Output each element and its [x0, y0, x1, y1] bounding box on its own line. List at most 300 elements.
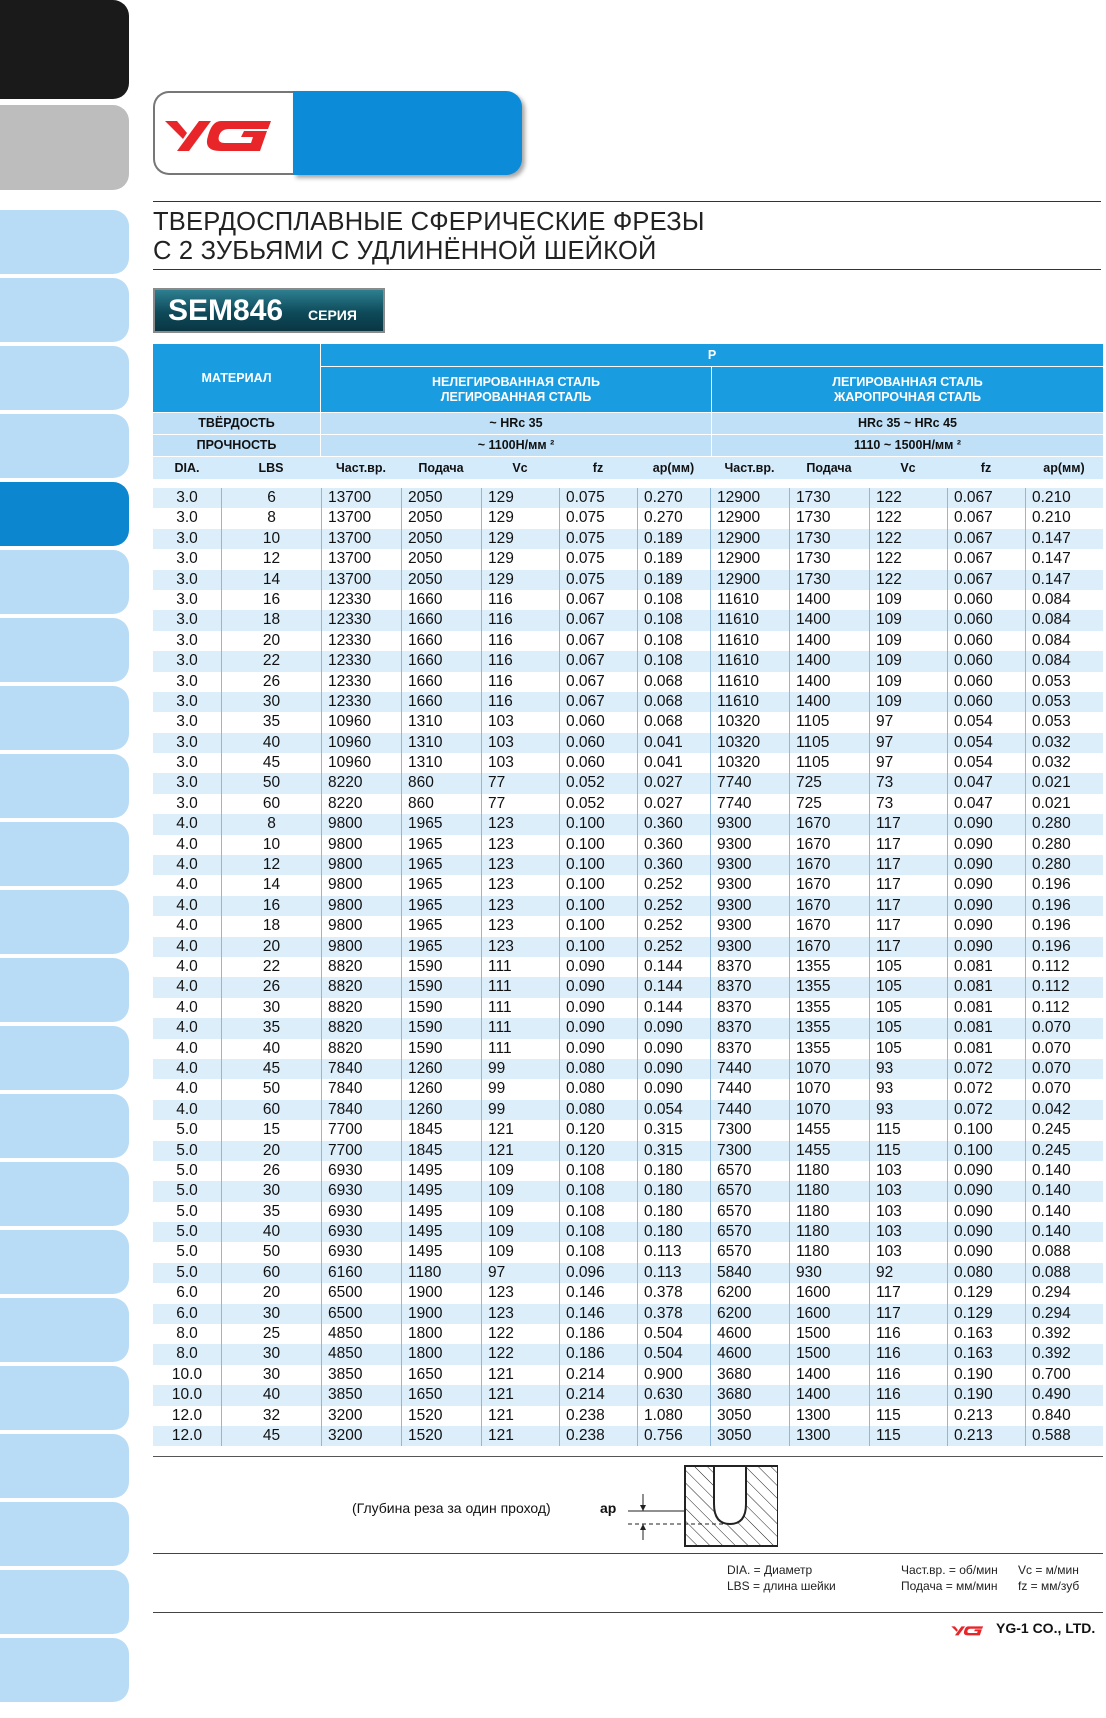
cell-fz-left: 0.075: [559, 549, 637, 569]
cell-fz-left: 0.090: [559, 1039, 637, 1059]
side-tab-10[interactable]: [0, 686, 129, 750]
side-tab-6[interactable]: [0, 414, 129, 478]
cell-ap-left: 0.144: [637, 977, 710, 997]
cell-fz-left: 0.100: [559, 855, 637, 875]
column-header-ap-left: ap(мм): [637, 457, 710, 479]
cell-vc-right: 97: [869, 733, 947, 753]
cell-dia: 3.0: [176, 489, 198, 506]
steel-right-line-2: ЖАРОПРОЧНАЯ СТАЛЬ: [834, 389, 981, 404]
cell-vc-right: 115: [869, 1120, 947, 1140]
cell-dia: 3.0: [176, 774, 198, 792]
company-name: YG-1 CO., LTD.: [996, 1620, 1096, 1636]
column-header-ap-right: ap(мм): [1025, 457, 1103, 479]
cell-rpm-left: 7840: [321, 1079, 401, 1099]
cell-feed-right: 1300: [789, 1426, 869, 1446]
cell-vc-right: 116: [869, 1344, 947, 1364]
cell-lbs: 40: [221, 1385, 321, 1405]
cell-rpm-right: 3050: [710, 1406, 789, 1426]
cell-fz-left: 0.080: [559, 1079, 637, 1099]
side-tab-20[interactable]: [0, 1366, 129, 1430]
column-header-rpm-left: Част.вр.: [321, 457, 401, 479]
cell-ap-left: 0.180: [637, 1181, 710, 1201]
side-tab-22[interactable]: [0, 1502, 129, 1566]
cell-fz-left: 0.067: [559, 590, 637, 610]
cell-rpm-right: 10320: [710, 712, 789, 732]
cell-feed-right: 725: [789, 773, 869, 793]
cell-fz-right: 0.067: [947, 549, 1025, 569]
side-tab-16[interactable]: [0, 1094, 129, 1158]
side-tab-14[interactable]: [0, 958, 129, 1022]
table-row: [153, 1059, 1103, 1079]
cell-dia: 12.0: [171, 1426, 203, 1444]
cell-vc-right: 122: [869, 508, 947, 528]
cell-fz-left: 0.052: [559, 773, 637, 793]
side-tab-5[interactable]: [0, 346, 129, 410]
cell-feed-left: 1660: [401, 631, 481, 651]
cell-ap-left: 0.068: [637, 712, 710, 732]
side-tab-8[interactable]: [0, 550, 129, 614]
cell-vc-right: 105: [869, 1039, 947, 1059]
page-title: [153, 208, 705, 266]
cell-vc-left: 123: [481, 916, 559, 936]
cell-feed-left: 1900: [401, 1283, 481, 1303]
cell-lbs: 30: [221, 1344, 321, 1364]
side-tab-3[interactable]: [0, 210, 129, 274]
side-tab-24[interactable]: [0, 1638, 129, 1702]
side-tab-9[interactable]: [0, 618, 129, 682]
cell-ap-left: 0.252: [637, 896, 710, 916]
cell-lbs: 18: [221, 916, 321, 936]
cell-ap-right: 0.112: [1025, 998, 1103, 1018]
cell-vc-left: 123: [481, 937, 559, 957]
cell-vc-left: 111: [481, 1039, 559, 1059]
cell-feed-left: 1495: [401, 1242, 481, 1262]
legend-col-3: [1018, 1562, 1079, 1594]
cell-ap-left: 0.068: [637, 692, 710, 712]
legend-rpm: Част.вр. = об/мин: [901, 1563, 998, 1577]
cell-rpm-right: 6570: [710, 1181, 789, 1201]
cell-vc-right: 117: [869, 875, 947, 895]
cell-ap-right: 0.392: [1025, 1324, 1103, 1344]
cell-fz-right: 0.080: [947, 1263, 1025, 1283]
cell-feed-left: 1590: [401, 977, 481, 997]
cell-vc-left: 109: [481, 1222, 559, 1242]
cell-vc-right: 116: [869, 1385, 947, 1405]
cell-lbs: 14: [221, 875, 321, 895]
cell-dia: 3.0: [176, 570, 198, 588]
cell-feed-left: 2050: [401, 549, 481, 569]
cell-dia: 3.0: [176, 550, 198, 568]
cell-lbs: 8: [221, 814, 321, 834]
cell-fz-right: 0.047: [947, 794, 1025, 814]
cell-fz-right: 0.067: [947, 488, 1025, 508]
table-row: [153, 1181, 1103, 1201]
cell-vc-right: 117: [869, 937, 947, 957]
cell-vc-right: 105: [869, 998, 947, 1018]
cell-ap-left: 0.270: [637, 508, 710, 528]
cell-vc-left: 116: [481, 692, 559, 712]
cell-rpm-left: 8220: [321, 794, 401, 814]
cell-feed-right: 1455: [789, 1120, 869, 1140]
side-tab-13[interactable]: [0, 890, 129, 954]
cell-feed-right: 1105: [789, 753, 869, 773]
cell-feed-right: 1105: [789, 733, 869, 753]
cell-fz-left: 0.146: [559, 1304, 637, 1324]
cell-vc-left: 111: [481, 977, 559, 997]
cell-fz-left: 0.108: [559, 1222, 637, 1242]
side-tab-23[interactable]: [0, 1570, 129, 1634]
cell-rpm-left: 9800: [321, 855, 401, 875]
side-tab-19[interactable]: [0, 1298, 129, 1362]
table-row: [153, 1018, 1103, 1038]
side-tab-18[interactable]: [0, 1230, 129, 1294]
cell-dia: 10.0: [171, 1365, 203, 1383]
cell-fz-left: 0.096: [559, 1263, 637, 1283]
table-row: [153, 1385, 1103, 1405]
cell-lbs: 15: [221, 1120, 321, 1140]
table-row: [153, 1079, 1103, 1099]
column-header-fz-left: fz: [559, 457, 637, 479]
cell-rpm-right: 8370: [710, 957, 789, 977]
cell-fz-right: 0.054: [947, 712, 1025, 732]
yg-logo-box: [153, 91, 293, 175]
cell-ap-right: 0.210: [1025, 508, 1103, 528]
cell-vc-right: 122: [869, 549, 947, 569]
side-tab-7-active[interactable]: [0, 482, 129, 546]
cell-feed-left: 1310: [401, 753, 481, 773]
cell-dia: 8.0: [176, 1345, 198, 1363]
table-row: [153, 1426, 1103, 1446]
table-row: [153, 488, 1103, 508]
cell-feed-right: 1070: [789, 1100, 869, 1120]
cell-rpm-right: 7740: [710, 773, 789, 793]
cell-rpm-left: 6930: [321, 1242, 401, 1262]
cell-dia: 3.0: [176, 590, 198, 608]
cell-feed-right: 1180: [789, 1181, 869, 1201]
cell-dia: 5.0: [176, 1121, 198, 1139]
cell-feed-right: 1355: [789, 998, 869, 1018]
cell-vc-right: 117: [869, 1304, 947, 1324]
cell-lbs: 45: [221, 1059, 321, 1079]
cell-feed-left: 1495: [401, 1161, 481, 1181]
table-row: [153, 631, 1103, 651]
cell-lbs: 22: [221, 957, 321, 977]
cell-fz-left: 0.090: [559, 1018, 637, 1038]
table-row: [153, 1324, 1103, 1344]
cell-fz-left: 0.108: [559, 1161, 637, 1181]
cell-feed-right: 1400: [789, 590, 869, 610]
column-headers: [153, 457, 1103, 479]
cell-ap-left: 1.080: [637, 1406, 710, 1426]
table-row: [153, 570, 1103, 590]
cell-rpm-right: 6570: [710, 1242, 789, 1262]
cell-rpm-right: 3680: [710, 1385, 789, 1405]
side-tab-2[interactable]: [0, 105, 129, 190]
cell-dia: 5.0: [176, 1243, 198, 1261]
table-row: [153, 529, 1103, 549]
ap-depth-diagram: [628, 1464, 778, 1548]
cell-feed-left: 1650: [401, 1385, 481, 1405]
cell-feed-left: 1900: [401, 1304, 481, 1324]
cell-fz-left: 0.067: [559, 651, 637, 671]
cell-feed-right: 1070: [789, 1059, 869, 1079]
cell-lbs: 32: [221, 1406, 321, 1426]
cell-feed-left: 2050: [401, 570, 481, 590]
cell-ap-left: 0.504: [637, 1344, 710, 1364]
cell-ap-left: 0.900: [637, 1365, 710, 1385]
cell-vc-right: 109: [869, 692, 947, 712]
legend-col-2: [901, 1562, 998, 1594]
cell-ap-left: 0.189: [637, 549, 710, 569]
cell-vc-left: 111: [481, 957, 559, 977]
cell-vc-right: 116: [869, 1365, 947, 1385]
cell-feed-left: 1520: [401, 1426, 481, 1446]
table-row: [153, 1120, 1103, 1140]
cell-ap-left: 0.630: [637, 1385, 710, 1405]
table-row: [153, 1344, 1103, 1364]
cell-fz-right: 0.090: [947, 1202, 1025, 1222]
cell-feed-left: 1520: [401, 1406, 481, 1426]
cell-dia: 4.0: [176, 1039, 198, 1057]
cell-rpm-right: 7740: [710, 794, 789, 814]
cell-rpm-right: 12900: [710, 529, 789, 549]
side-tab-12[interactable]: [0, 822, 129, 886]
table-row: [153, 508, 1103, 528]
cell-lbs: 30: [221, 998, 321, 1018]
cutting-data-table: [153, 488, 1103, 1446]
cell-feed-left: 1660: [401, 651, 481, 671]
cell-rpm-left: 9800: [321, 875, 401, 895]
cell-vc-left: 129: [481, 549, 559, 569]
cell-vc-left: 109: [481, 1242, 559, 1262]
cell-vc-left: 122: [481, 1324, 559, 1344]
cell-vc-left: 99: [481, 1059, 559, 1079]
cell-ap-right: 0.147: [1025, 549, 1103, 569]
cell-fz-right: 0.090: [947, 1161, 1025, 1181]
cell-ap-left: 0.504: [637, 1324, 710, 1344]
cell-feed-left: 1660: [401, 590, 481, 610]
cell-ap-right: 0.084: [1025, 610, 1103, 630]
cell-ap-right: 0.280: [1025, 855, 1103, 875]
cell-lbs: 10: [221, 529, 321, 549]
cell-rpm-right: 12900: [710, 508, 789, 528]
cell-rpm-left: 10960: [321, 753, 401, 773]
cell-fz-right: 0.090: [947, 1181, 1025, 1201]
cell-feed-right: 1670: [789, 855, 869, 875]
table-row: [153, 896, 1103, 916]
cell-ap-left: 0.113: [637, 1242, 710, 1262]
cell-fz-right: 0.081: [947, 957, 1025, 977]
cell-fz-left: 0.090: [559, 977, 637, 997]
cell-ap-right: 0.140: [1025, 1161, 1103, 1181]
cell-ap-right: 0.084: [1025, 651, 1103, 671]
cell-rpm-right: 7300: [710, 1141, 789, 1161]
cell-ap-left: 0.054: [637, 1100, 710, 1120]
cell-fz-right: 0.090: [947, 916, 1025, 936]
cell-lbs: 40: [221, 733, 321, 753]
cell-lbs: 60: [221, 794, 321, 814]
cell-lbs: 35: [221, 1018, 321, 1038]
table-row: [153, 773, 1103, 793]
strength-right: 1110 ~ 1500Н/мм ²: [712, 435, 1103, 456]
side-tab-21[interactable]: [0, 1434, 129, 1498]
cell-rpm-left: 6930: [321, 1161, 401, 1181]
table-row: [153, 977, 1103, 997]
cell-ap-left: 0.090: [637, 1018, 710, 1038]
cell-vc-left: 109: [481, 1202, 559, 1222]
cell-vc-right: 109: [869, 610, 947, 630]
cell-feed-left: 1660: [401, 610, 481, 630]
cell-vc-left: 121: [481, 1385, 559, 1405]
cell-vc-right: 115: [869, 1426, 947, 1446]
cell-rpm-left: 6500: [321, 1304, 401, 1324]
cell-fz-right: 0.090: [947, 1242, 1025, 1262]
cell-vc-left: 109: [481, 1161, 559, 1181]
cell-fz-left: 0.100: [559, 916, 637, 936]
cell-dia: 5.0: [176, 1263, 198, 1281]
cell-feed-left: 1660: [401, 672, 481, 692]
table-row: [153, 610, 1103, 630]
title-line-2: С 2 ЗУБЬЯМИ С УДЛИНЁННОЙ ШЕЙКОЙ: [153, 237, 657, 265]
cell-fz-left: 0.060: [559, 712, 637, 732]
cell-ap-right: 0.196: [1025, 875, 1103, 895]
cell-lbs: 26: [221, 1161, 321, 1181]
cell-feed-right: 1730: [789, 529, 869, 549]
cell-feed-right: 1180: [789, 1242, 869, 1262]
table-row: [153, 692, 1103, 712]
cell-feed-right: 1180: [789, 1222, 869, 1242]
cell-lbs: 6: [221, 488, 321, 508]
cell-lbs: 60: [221, 1263, 321, 1283]
cell-fz-right: 0.213: [947, 1426, 1025, 1446]
cell-rpm-left: 12330: [321, 590, 401, 610]
cell-ap-left: 0.360: [637, 855, 710, 875]
cell-feed-right: 1500: [789, 1344, 869, 1364]
cell-rpm-right: 5840: [710, 1263, 789, 1283]
cell-ap-right: 0.021: [1025, 773, 1103, 793]
cell-rpm-right: 3680: [710, 1365, 789, 1385]
cell-lbs: 60: [221, 1100, 321, 1120]
cell-rpm-left: 8820: [321, 977, 401, 997]
cell-fz-left: 0.238: [559, 1426, 637, 1446]
cell-feed-left: 1845: [401, 1120, 481, 1140]
cell-fz-left: 0.100: [559, 937, 637, 957]
cell-lbs: 8: [221, 508, 321, 528]
side-tab-17[interactable]: [0, 1162, 129, 1226]
side-tab-1[interactable]: [0, 0, 129, 99]
cell-vc-right: 105: [869, 1018, 947, 1038]
ap-caption: (Глубина реза за один проход): [352, 1500, 551, 1516]
cell-lbs: 45: [221, 1426, 321, 1446]
cell-fz-left: 0.067: [559, 631, 637, 651]
table-row: [153, 1365, 1103, 1385]
title-top-rule: [153, 201, 1101, 202]
cell-rpm-left: 12330: [321, 631, 401, 651]
side-tab-11[interactable]: [0, 754, 129, 818]
cell-fz-right: 0.090: [947, 896, 1025, 916]
cell-rpm-right: 7440: [710, 1079, 789, 1099]
cell-vc-right: 115: [869, 1406, 947, 1426]
cell-ap-left: 0.090: [637, 1079, 710, 1099]
cell-lbs: 30: [221, 692, 321, 712]
cell-fz-left: 0.214: [559, 1365, 637, 1385]
cell-feed-right: 930: [789, 1263, 869, 1283]
cell-fz-right: 0.090: [947, 1222, 1025, 1242]
side-tab-4[interactable]: [0, 278, 129, 342]
cell-ap-left: 0.180: [637, 1161, 710, 1181]
cell-ap-right: 0.147: [1025, 529, 1103, 549]
cell-feed-left: 1495: [401, 1202, 481, 1222]
cell-dia: 4.0: [176, 835, 198, 853]
cell-feed-right: 1670: [789, 937, 869, 957]
cell-rpm-right: 11610: [710, 590, 789, 610]
cell-fz-left: 0.067: [559, 672, 637, 692]
cell-rpm-left: 9800: [321, 937, 401, 957]
cell-rpm-right: 10320: [710, 733, 789, 753]
cell-lbs: 45: [221, 753, 321, 773]
cell-feed-left: 860: [401, 773, 481, 793]
cell-dia: 8.0: [176, 1325, 198, 1343]
cell-rpm-left: 13700: [321, 508, 401, 528]
cell-vc-left: 121: [481, 1120, 559, 1140]
cell-vc-right: 109: [869, 631, 947, 651]
cell-fz-right: 0.100: [947, 1120, 1025, 1140]
steel-left-header: [321, 367, 711, 412]
legend-feed: Подача = мм/мин: [901, 1579, 998, 1593]
cell-feed-right: 1500: [789, 1324, 869, 1344]
column-header-feed-right: Подача: [789, 457, 869, 479]
cell-fz-right: 0.072: [947, 1100, 1025, 1120]
cell-rpm-right: 10320: [710, 753, 789, 773]
cell-feed-left: 1845: [401, 1141, 481, 1161]
table-row: [153, 835, 1103, 855]
cell-lbs: 20: [221, 1283, 321, 1303]
cell-rpm-right: 7300: [710, 1120, 789, 1140]
cell-lbs: 30: [221, 1304, 321, 1324]
cell-ap-left: 0.189: [637, 529, 710, 549]
cell-vc-left: 111: [481, 1018, 559, 1038]
cell-fz-left: 0.080: [559, 1059, 637, 1079]
cell-rpm-right: 11610: [710, 672, 789, 692]
cell-ap-left: 0.756: [637, 1426, 710, 1446]
side-tab-15[interactable]: [0, 1026, 129, 1090]
cell-ap-left: 0.315: [637, 1141, 710, 1161]
table-row: [153, 590, 1103, 610]
cell-lbs: 26: [221, 672, 321, 692]
cell-fz-right: 0.067: [947, 570, 1025, 590]
cell-ap-left: 0.360: [637, 814, 710, 834]
cell-ap-left: 0.252: [637, 916, 710, 936]
cell-ap-right: 0.070: [1025, 1079, 1103, 1099]
legend-lbs: LBS = длина шейки: [727, 1579, 836, 1593]
cell-fz-left: 0.146: [559, 1283, 637, 1303]
cell-ap-left: 0.378: [637, 1304, 710, 1324]
cell-vc-right: 117: [869, 916, 947, 936]
cell-dia: 4.0: [176, 1080, 198, 1098]
series-code: SEM846: [168, 294, 284, 327]
cell-lbs: 22: [221, 651, 321, 671]
cell-lbs: 14: [221, 570, 321, 590]
cell-rpm-left: 6930: [321, 1222, 401, 1242]
cell-ap-left: 0.027: [637, 794, 710, 814]
cell-dia: 10.0: [171, 1386, 203, 1404]
cell-fz-left: 0.075: [559, 508, 637, 528]
cell-rpm-left: 9800: [321, 896, 401, 916]
cell-vc-left: 99: [481, 1100, 559, 1120]
hardness-left: ~ HRc 35: [321, 413, 711, 434]
cell-rpm-right: 9300: [710, 937, 789, 957]
cell-vc-left: 121: [481, 1406, 559, 1426]
